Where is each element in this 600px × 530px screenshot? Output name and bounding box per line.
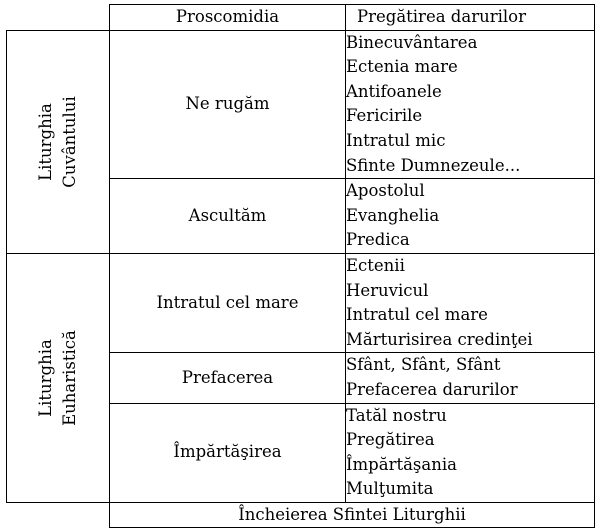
- list-item: Ectenia mare: [346, 57, 458, 77]
- header-row: [7, 5, 595, 31]
- group-items-ascultam: [346, 179, 595, 254]
- header-proscomidia: Proscomidia: [110, 5, 346, 31]
- group-name-ascultam: Ascultăm: [110, 179, 346, 254]
- group-items-prefacerea: [346, 353, 595, 403]
- list-item: Sfinte Dumnezeule...: [346, 155, 521, 175]
- list-item: Apostolul: [346, 181, 425, 201]
- list-item: Mărturisirea credinţei: [346, 329, 533, 349]
- group-items-ne-rugam: [346, 30, 595, 179]
- list-item: Împărtăşania: [346, 454, 457, 474]
- group-name-ne-rugam: Ne rugăm: [110, 30, 346, 179]
- section-title-line: Cuvântului: [60, 96, 79, 188]
- footer-incheierea: Încheierea Sfintei Liturghii: [110, 502, 595, 528]
- empty-footer-cell: [7, 502, 110, 528]
- list-item: Mulţumita: [346, 479, 434, 499]
- list-item: Evanghelia: [346, 205, 440, 225]
- group-name-impartasirea: Împărtăşirea: [110, 403, 346, 502]
- list-item: Prefacerea darurilor: [346, 379, 518, 399]
- list-item: Predica: [346, 230, 410, 250]
- liturgy-structure-table: [6, 4, 595, 528]
- list-item: Binecuvântarea: [346, 32, 478, 52]
- section-title-line: Liturghia: [36, 339, 55, 417]
- list-item: Tatăl nostru: [346, 405, 447, 425]
- list-item: Intratul mic: [346, 130, 446, 150]
- vertical-label: [34, 330, 82, 426]
- list-item: Heruvicul: [346, 280, 429, 300]
- group-name-intratul-cel-mare: Intratul cel mare: [110, 253, 346, 352]
- empty-corner-cell: [7, 5, 110, 31]
- vertical-label: [34, 96, 82, 187]
- group-row-ne-rugam: [7, 30, 595, 179]
- list-item: Intratul cel mare: [346, 305, 488, 325]
- section-title-line: Euharistică: [60, 330, 79, 426]
- section-title-line: Liturghia: [36, 102, 55, 181]
- header-pregatirea-darurilor: Pregătirea darurilor: [346, 5, 595, 31]
- list-item: Pregătirea: [346, 430, 435, 450]
- list-item: Fericirile: [346, 106, 423, 126]
- list-item: Antifoanele: [346, 81, 442, 101]
- group-row-intratul-cel-mare: [7, 253, 595, 352]
- group-name-prefacerea: Prefacerea: [110, 353, 346, 403]
- group-items-intratul-cel-mare: [346, 253, 595, 352]
- list-item: Ectenii: [346, 255, 405, 275]
- footer-row: [7, 502, 595, 528]
- group-items-impartasirea: [346, 403, 595, 502]
- section-label-liturghia-cuvantului: [7, 30, 110, 253]
- section-label-liturghia-euharistica: [7, 253, 110, 502]
- list-item: Sfânt, Sfânt, Sfânt: [346, 355, 501, 375]
